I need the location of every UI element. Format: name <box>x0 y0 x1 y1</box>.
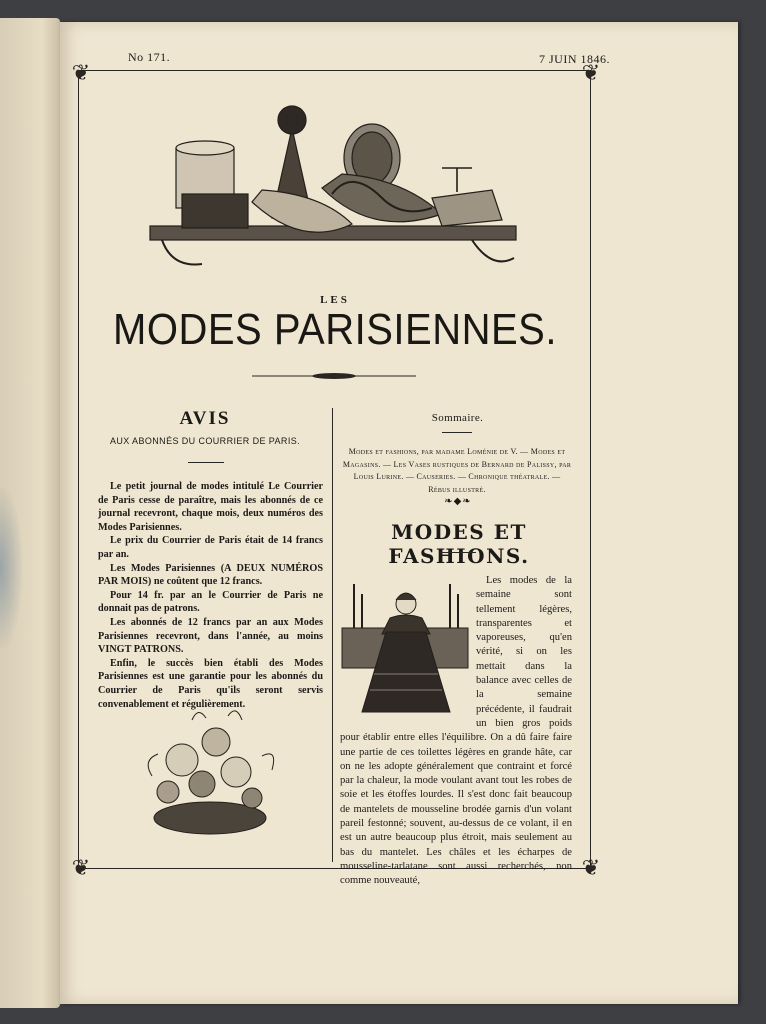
avis-paragraph: Pour 14 fr. par an le Courrier de Paris ne donnait pas de patrons. <box>98 589 323 615</box>
sommaire-rule <box>442 432 472 433</box>
masthead-title: MODES PARISIENNES. <box>113 306 557 354</box>
modes-fashions-body: Les modes de la semaine sont tellement légères, transparentes et vaporeuses, qu'en vérité, si on les mettait dans la balance avec celles de la semaine précédente, il faudrait un bien gros poids pour établir entre elles l'équilibre. On a dû faire faire une partie de ces toilettes légères en grande hâte, car on ne les adopte généralement que contraint et forcé par la chaleur, la mode voulant avant tout les robes de soie et les étoffes lourdes. Il s'est donc fait beaucoup de mantelets de mousseline brodée garnis d'un volant pareil festonné; souvent, au-dessus de ce volant, il en est un autre beaucoup plus étroit, mais seulement au bas du mantelet. Les châles et les écharpes de mousseline-tarlatane sont aussi recherchés, non comme nouveauté, <box>340 575 572 887</box>
masthead-rule-ornament <box>252 372 416 380</box>
avis-paragraph: Le petit journal de modes intitulé Le Courrier de Paris cesse de paraître, mais les abonnés de ce journal recevront, chaque mois, deux numéros des Modes Parisiennes. <box>98 481 323 533</box>
corner-flourish-icon: ❦ <box>71 60 91 85</box>
sommaire-contents: Modes et fashions, par madame Loménie de V. — Modes et Magasins. — Les Vases rustiques de Bernard de Palissy, par Louis Lurine. — Causeries. — Chronique théatrale. — Rébus illustré. <box>342 447 572 494</box>
avis-paragraph: Enfin, le succès bien établi des Modes Parisiennes est une garantie pour les abonnés du Courrier de Paris qu'ils seront servis convenablement et régulièrement. <box>98 657 323 710</box>
modes-fashions-article <box>340 574 572 889</box>
still-life-engraving <box>142 98 524 280</box>
sommaire-heading: Sommaire. <box>431 412 484 424</box>
avis-subtitle: AUX ABONNÉS DU COURRIER DE PARIS. <box>109 436 301 446</box>
avis-paragraph: Les Modes Parisiennes (A DEUX NUMÉROS PAR MOIS) ne coûtent que 12 francs. <box>98 562 323 588</box>
fashion-plate-wrapper <box>340 574 476 722</box>
column-divider <box>332 408 333 862</box>
facing-page-handwriting-fragment <box>0 860 30 920</box>
section-ornament: ❧◆❧ <box>444 496 472 507</box>
corner-flourish-icon: ❦ <box>71 855 91 880</box>
facing-page-illustration-fragment <box>0 488 22 648</box>
avis-heading: AVIS <box>179 408 231 429</box>
avis-rule <box>188 462 224 463</box>
masthead-article: LES <box>320 294 350 306</box>
issue-number: No 171. <box>128 50 171 64</box>
avis-paragraph: Le prix du Courrier de Paris était de 14 francs par an. <box>98 535 323 560</box>
issue-date: 7 JUIN 1846. <box>539 52 610 66</box>
modes-fashions-rule <box>440 552 476 553</box>
corner-flourish-icon: ❦ <box>581 855 601 880</box>
avis-paragraph: Les abonnés de 12 francs par an aux Modes Parisiennes recevront, dans l'année, au moins VINGT PATRONS. <box>98 616 323 656</box>
avis-body <box>98 480 323 711</box>
fashion-plate-engraving <box>340 574 470 714</box>
flower-bouquet-engraving <box>132 700 282 840</box>
modes-fashions-heading: MODES ET FASHIONS. <box>388 520 530 568</box>
corner-flourish-icon: ❦ <box>581 60 601 85</box>
